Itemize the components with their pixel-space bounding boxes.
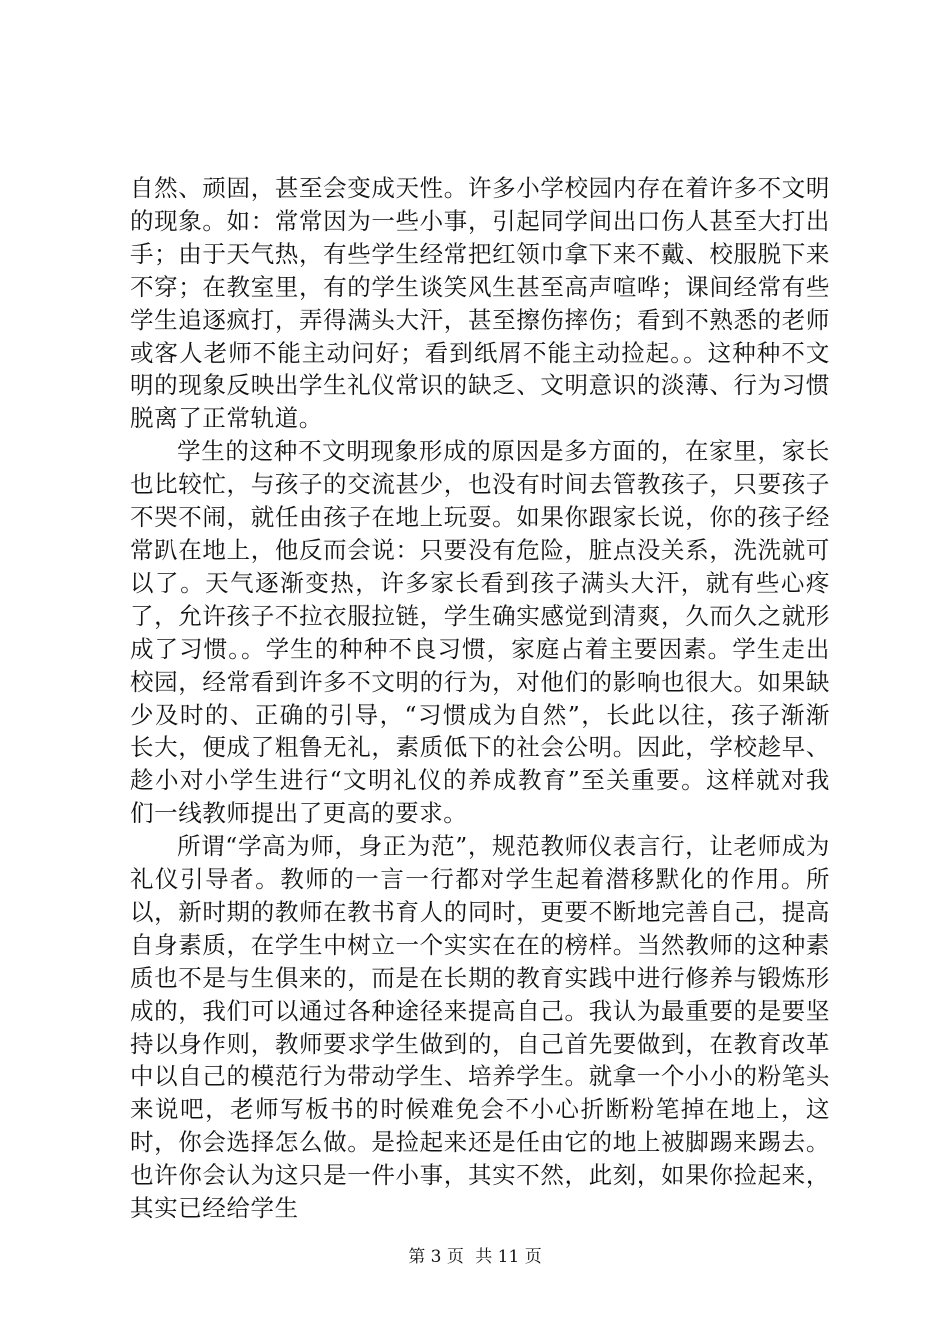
page-footer xyxy=(0,1242,950,1267)
page-number: 第 3 页 xyxy=(408,1247,464,1267)
document-body xyxy=(130,172,830,1225)
paragraph-2: 学生的这种不文明现象形成的原因是多方面的，在家里，家长也比较忙，与孩子的交流甚少，也没有时间去管教孩子，只要孩子不哭不闹，就任由孩子在地上玩耍。如果你跟家长说，你的孩子经常趴在地上，他反而会说：只要没有危险，脏点没关系，洗洗就可以了。天气逐渐变热，许多家长看到孩子满头大汗，就有些心疼了，允许孩子不拉衣服拉链，学生确实感觉到清爽，久而久之就形成了习惯。。学生的种种不良习惯，家庭占着主要因素。学生走出校园，经常看到许多不文明的行为，对他们的影响也很大。如果缺少及时的、正确的引导，“习惯成为自然”，长此以往，孩子渐渐长大，便成了粗鲁无礼，素质低下的社会公明。因此，学校趁早、趁小对小学生进行“文明礼仪的养成教育”至关重要。这样就对我们一线教师提出了更高的要求。 xyxy=(130,437,830,828)
page-total: 共 11 页 xyxy=(475,1247,542,1267)
paragraph-1: 自然、顽固，甚至会变成天性。许多小学校园内存在着许多不文明的现象。如：常常因为一些小事，引起同学间出口伤人甚至大打出手；由于天气热，有些学生经常把红领巾拿下来不戴、校服脱下来不穿；在教室里，有的学生谈笑风生甚至高声喧哗；课间经常有些学生追逐疯打，弄得满头大汗，甚至擦伤摔伤；看到不熟悉的老师或客人老师不能主动问好；看到纸屑不能主动捡起。。这种种不文明的现象反映出学生礼仪常识的缺乏、文明意识的淡薄、行为习惯脱离了正常轨道。 xyxy=(130,174,830,433)
paragraph-3: 所谓“学高为师，身正为范”，规范教师仪表言行，让老师成为礼仪引导者。教师的一言一行都对学生起着潜移默化的作用。所以，新时期的教师在教书育人的同时，更要不断地完善自己，提高自身素质，在学生中树立一个实实在在的榜样。当然教师的这种素质也不是与生俱来的，而是在长期的教育实践中进行修养与锻炼形成的，我们可以通过各种途径来提高自己。我认为最重要的是要坚持以身作则，教师要求学生做到的，自己首先要做到，在教育改革中以自己的模范行为带动学生、培养学生。就拿一个小小的粉笔头来说吧，老师写板书的时候难免会不小心折断粉笔掉在地上，这时，你会选择怎么做。是捡起来还是任由它的地上被脚踢来踢去。也许你会认为这只是一件小事，其实不然，此刻，如果你捡起来，其实已经给学生 xyxy=(130,832,830,1223)
